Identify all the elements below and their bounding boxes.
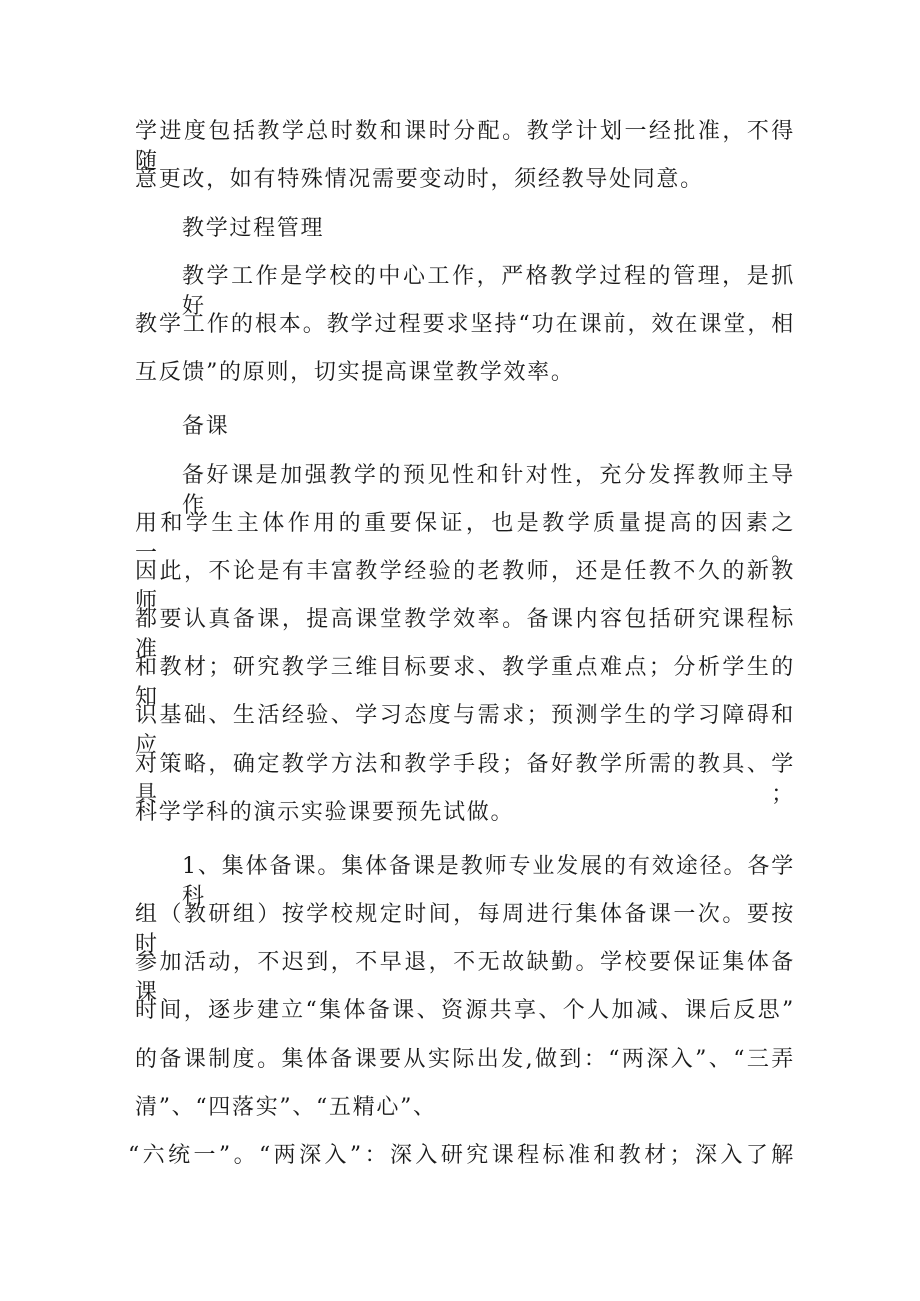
text-line: 清”、“四落实”、“五精心”、	[135, 1095, 437, 1120]
text-line: 组（教研组）按学校规定时间，每周进行集体备课一次。要按时	[135, 902, 795, 957]
text-line: 时间，逐步建立“集体备课、资源共享、个人加减、课后反思”	[135, 998, 795, 1023]
text-line: 用和学生主体作用的重要保证，也是教学质量提高的因素之一。	[135, 511, 795, 566]
text-line: 的备课制度。集体备课要从实际出发,做到：“两深入”、“三弄	[135, 1047, 795, 1072]
section-heading: 教学过程管理	[182, 216, 325, 241]
text-line: 互反馈”的原则，切实提高课堂教学效率。	[135, 360, 575, 385]
text-line: 意更改，如有特殊情况需要变动时，须经教导处同意。	[135, 167, 704, 192]
text-line: 都要认真备课，提高课堂教学效率。备课内容包括研究课程标准	[135, 607, 795, 662]
text-line: 备好课是加强教学的预见性和针对性，充分发挥教师主导作	[182, 463, 795, 518]
text-line: 和教材；研究教学三维目标要求、教学重点难点；分析学生的知	[135, 655, 795, 710]
text-line: 科学学科的演示实验课要预先试做。	[135, 800, 515, 825]
section-heading: 备课	[182, 414, 230, 439]
text-line: 教学工作是学校的中心工作，严格教学过程的管理，是抓好	[182, 264, 795, 319]
text-line: “六统一”。“两深入”：深入研究课程标准和教材；深入了解	[128, 1143, 795, 1168]
text-line: 学进度包括教学总时数和课时分配。教学计划一经批准，不得随	[135, 119, 795, 174]
text-line: 识基础、生活经验、学习态度与需求；预测学生的学习障碍和应	[135, 703, 795, 758]
text-line: 因此，不论是有丰富教学经验的老教师，还是任教不久的新教师，	[135, 559, 795, 614]
text-line: 对策略，确定教学方法和教学手段；备好教学所需的教具、学具；	[135, 752, 795, 807]
text-line: 1、集体备课。集体备课是教师专业发展的有效途径。各学科	[182, 854, 795, 909]
text-line: 参加活动，不迟到，不早退，不无故缺勤。学校要保证集体备课	[135, 950, 795, 1005]
text-line: 教学工作的根本。教学过程要求坚持“功在课前，效在课堂，相	[135, 312, 795, 337]
